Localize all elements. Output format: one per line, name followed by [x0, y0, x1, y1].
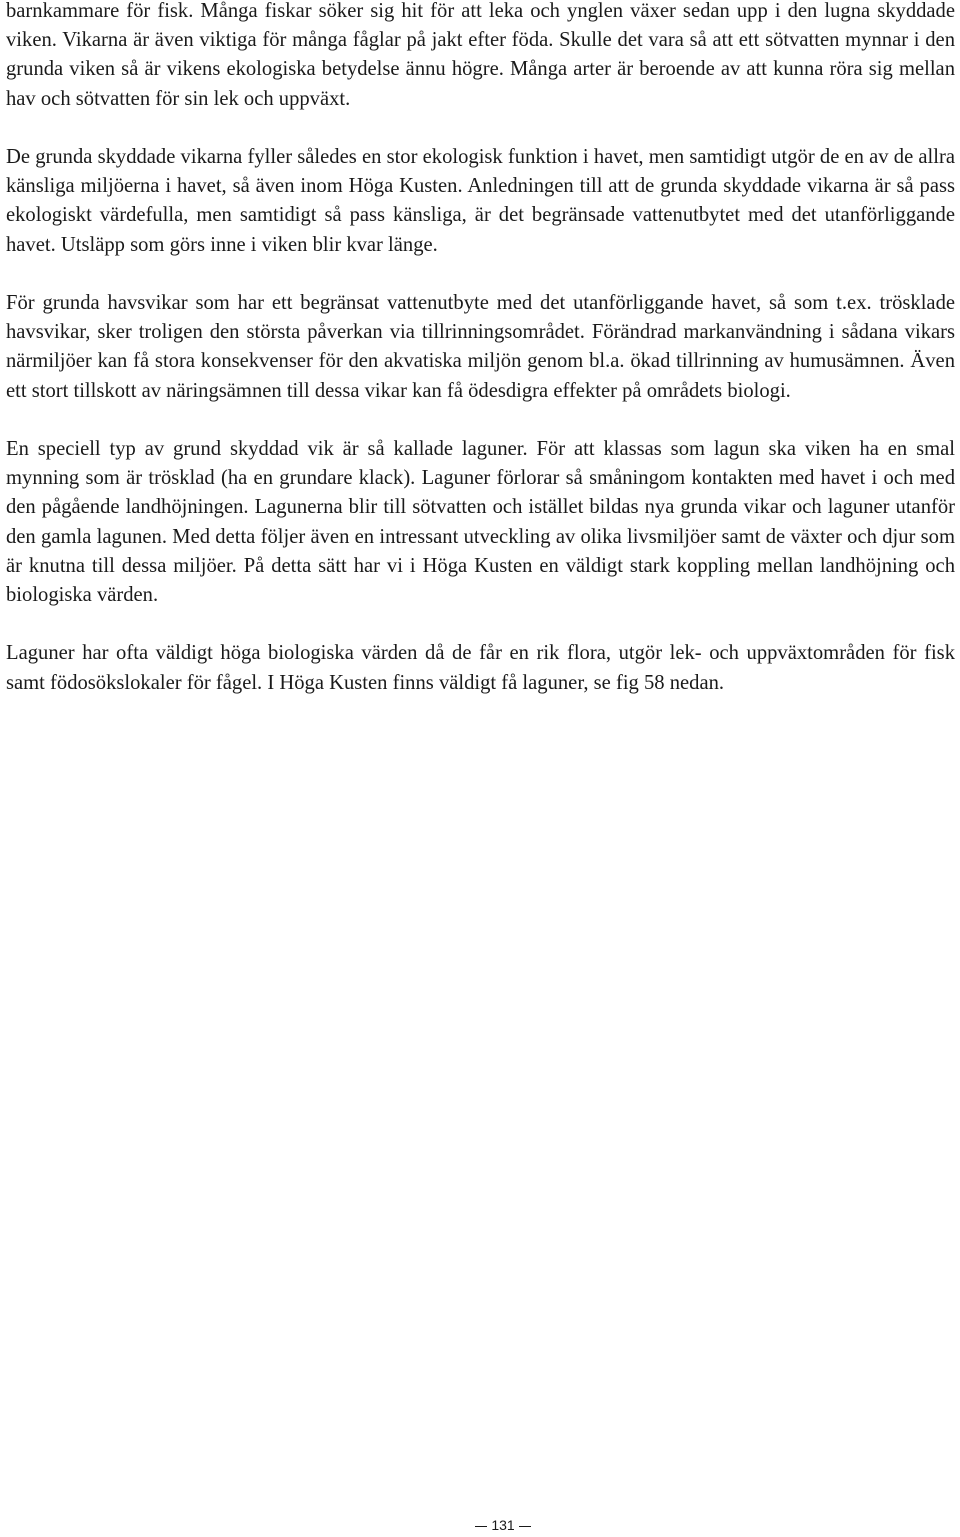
- paragraph-3: För grunda havsvikar som har ett begränsat vattenutbyte med det utanförliggande havet, så som t.ex. trösklade havsvikar, sker troligen den största påverkan via tillrinningsområdet. Förändrad markanvändning i sådana vikars närmiljöer kan få stora konsekvenser för den akvatiska miljön genom bl.a. ökad tillrinning av humusämnen. Även ett stort tillskott av näringsämnen till dessa vikar kan få ödesdigra effekter på områdets biologi.: [6, 292, 955, 402]
- paragraph-4: En speciell typ av grund skyddad vik är så kallade laguner. För att klassas som lagun ska viken ha en smal mynning som är trösklad (ha en grundare klack). Laguner förlorar så småningom kontakten med havet i och med den pågående landhöjningen. Lagunerna blir till sötvatten och istället bildas nya grunda vikar och laguner utanför den gamla lagunen. Med detta följer även en intressant utveckling av olika livsmiljöer samt de växter och djur som är knutna till dessa miljöer. På detta sätt har vi i Höga Kusten en väldigt stark koppling mellan landhöjning och biologiska värden.: [6, 438, 955, 607]
- page-number: 131: [491, 1517, 515, 1534]
- dash-left-icon: [475, 1526, 487, 1527]
- body-text: [6, 0, 955, 727]
- page-footer: [0, 1516, 960, 1533]
- paragraph-2: De grunda skyddade vikarna fyller således en stor ekologisk funktion i havet, men samtidigt utgör de en av de allra känsliga miljöerna i havet, så även inom Höga Kusten. Anledningen till att de grunda skyddade vikarna är så pass ekologiskt värdefulla, men samtidigt så pass känsliga, är det begränsade vattenutbytet med det utanförliggande havet. Utsläpp som görs inne i viken blir kvar länge.: [6, 146, 955, 256]
- paragraph-5: Laguner har ofta väldigt höga biologiska värden då de får en rik flora, utgör lek- och uppväxtområden för fisk samt födosökslokaler för fågel. I Höga Kusten finns väldigt få laguner, se fig 58 nedan.: [6, 642, 955, 694]
- page-number-group: [471, 1517, 534, 1533]
- paragraph-1: barnkammare för fisk. Många fiskar söker sig hit för att leka och ynglen växer sedan upp i den lugna skyddade viken. Vikarna är även viktiga för många fåglar på jakt efter föda. Skulle det vara så att ett sötvatten mynnar i den grunda viken så är vikens ekologiska betydelse ännu högre. Många arter är beroende av att kunna röra sig mellan hav och sötvatten för sin lek och uppväxt.: [6, 0, 955, 110]
- dash-right-icon: [519, 1526, 531, 1527]
